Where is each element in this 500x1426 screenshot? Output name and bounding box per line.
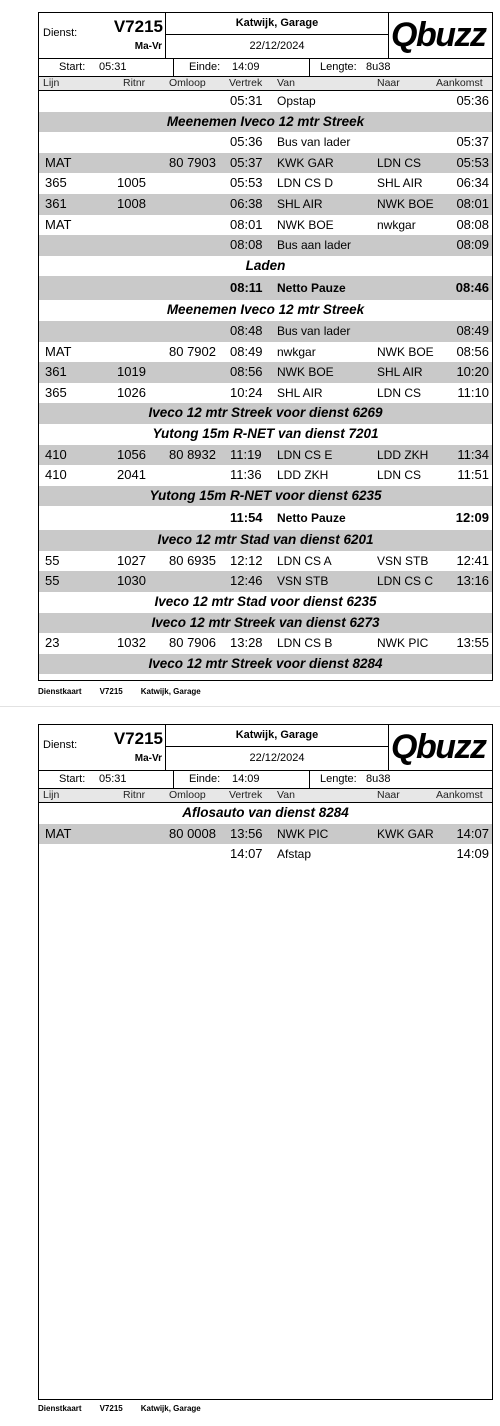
section-header: Aflosauto van dienst 8284 xyxy=(182,805,349,820)
cell-naar: LDN CS C xyxy=(377,574,434,589)
table-row xyxy=(39,383,492,404)
cell-van: NWK BOE xyxy=(277,217,334,232)
dienst-number: V7215 xyxy=(113,729,163,748)
dienstkaart-card xyxy=(38,12,493,681)
cell-vertrek: 13:28 xyxy=(230,635,263,651)
cell-vertrek: 05:31 xyxy=(230,93,263,108)
cell-ritnr: 1056 xyxy=(117,446,146,462)
header xyxy=(39,13,492,59)
einde-label: Einde: xyxy=(189,61,221,73)
cell-ritnr: 1027 xyxy=(117,552,146,568)
cell-naar: LDN CS xyxy=(377,468,422,483)
section-header: Meenemen Iveco 12 mtr Streek xyxy=(166,302,365,318)
cell-naar: VSN STB xyxy=(377,553,429,568)
cell-naar: NWK BOE xyxy=(377,344,434,359)
cell-vertrek: 06:38 xyxy=(230,195,263,211)
garage-name: Katwijk, Garage xyxy=(166,13,388,35)
section-header: Iveco 12 mtr Stad voor dienst 6235 xyxy=(154,594,377,610)
cell-ritnr: 1005 xyxy=(117,175,146,191)
cell-aankomst: 11:34 xyxy=(457,446,489,462)
cell-vertrek: 11:19 xyxy=(230,446,262,462)
cell-vertrek: 11:54 xyxy=(230,510,263,526)
cell-ritnr: 1032 xyxy=(117,635,146,651)
table-row xyxy=(39,235,492,256)
cell-van: SHL AIR xyxy=(277,196,323,211)
page-1 xyxy=(0,0,500,706)
section-header: Iveco 12 mtr Stad van dienst 6201 xyxy=(39,530,492,551)
cell-naar: NWK PIC xyxy=(377,636,429,651)
cell-vertrek: 08:08 xyxy=(230,237,263,253)
col-omloop: Omloop xyxy=(169,77,206,89)
table-row xyxy=(39,91,492,112)
logo-block xyxy=(388,725,493,770)
cell-lijn: 365 xyxy=(45,175,67,191)
cell-van: Afstap xyxy=(277,847,312,862)
garage-name: Katwijk, Garage xyxy=(166,725,388,747)
einde-label: Einde: xyxy=(189,773,221,785)
cell-vertrek: 13:56 xyxy=(230,825,263,841)
cell-aankomst: 12:41 xyxy=(456,552,489,568)
logo-block xyxy=(388,13,493,58)
cell-van: LDN CS B xyxy=(277,636,333,651)
table-row xyxy=(39,633,492,654)
cell-aankomst: 05:53 xyxy=(456,154,489,170)
table-row xyxy=(39,321,492,342)
table-row xyxy=(39,215,492,236)
cell-vertrek: 12:12 xyxy=(230,552,263,568)
section-header: Meenemen Iveco 12 mtr Streek xyxy=(39,112,492,133)
dienst-label: Dienst: xyxy=(43,739,78,751)
col-vertrek: Vertrek xyxy=(229,789,263,801)
cell-aankomst: 08:46 xyxy=(455,280,489,296)
cell-omloop: 80 7903 xyxy=(169,154,216,170)
cell-lijn: 410 xyxy=(45,467,67,483)
dienst-number: V7215 xyxy=(113,17,163,36)
start-time: 05:31 xyxy=(99,61,127,73)
column-headers xyxy=(39,77,492,91)
cell-van: Bus aan lader xyxy=(277,238,352,253)
footer-dienst: V7215 xyxy=(99,687,123,696)
dienst-block xyxy=(39,725,166,770)
col-aankomst: Aankomst xyxy=(436,789,483,801)
cell-aankomst: 13:55 xyxy=(456,635,489,651)
cell-aankomst: 08:49 xyxy=(456,322,489,338)
cell-naar: NWK BOE xyxy=(377,196,434,211)
einde-time: 14:09 xyxy=(232,773,260,785)
pause-row xyxy=(39,506,492,530)
col-aankomst: Aankomst xyxy=(436,77,483,89)
schedule-rows xyxy=(39,91,492,674)
cell-aankomst: 06:34 xyxy=(456,175,489,191)
cell-lijn: 365 xyxy=(45,384,67,400)
cell-van: Bus van lader xyxy=(277,323,351,338)
cell-naar: LDN CS xyxy=(377,155,422,170)
cell-aankomst: 11:51 xyxy=(457,467,489,483)
garage-date-block xyxy=(166,13,388,58)
table-row xyxy=(39,465,492,486)
start-label: Start: xyxy=(59,61,86,73)
col-omloop: Omloop xyxy=(169,789,206,801)
lengte-value: 8u38 xyxy=(366,773,391,785)
times-row xyxy=(39,771,492,789)
dienst-label: Dienst: xyxy=(43,27,78,39)
table-row xyxy=(39,445,492,466)
table-row xyxy=(39,194,492,215)
cell-ritnr: 1030 xyxy=(117,573,146,589)
cell-vertrek: 10:24 xyxy=(230,384,263,400)
table-row xyxy=(39,824,492,845)
cell-lijn: MAT xyxy=(45,825,72,841)
cell-vertrek: 11:36 xyxy=(230,467,262,483)
lengte-label: Lengte: xyxy=(320,61,357,73)
cell-ritnr: 1008 xyxy=(117,195,146,211)
cell-vertrek: 05:53 xyxy=(230,175,263,191)
table-row xyxy=(39,173,492,194)
cell-vertrek: 08:11 xyxy=(230,280,263,296)
cell-aankomst: 13:16 xyxy=(456,573,489,589)
lengte-label: Lengte: xyxy=(320,773,357,785)
cell-aankomst: 08:08 xyxy=(456,216,489,232)
qbuzz-logo: Qbuzz xyxy=(391,728,486,766)
cell-naar: LDD ZKH xyxy=(377,447,429,462)
col-vertrek: Vertrek xyxy=(229,77,263,89)
cell-naar: SHL AIR xyxy=(377,365,423,380)
cell-van: LDD ZKH xyxy=(277,468,329,483)
cell-omloop: 80 8932 xyxy=(169,446,216,462)
dienst-block xyxy=(39,13,166,58)
dagen: Ma-Vr xyxy=(134,753,162,764)
cell-van: NWK PIC xyxy=(277,826,329,841)
section-header: Iveco 12 mtr Streek van dienst 6273 xyxy=(39,613,492,634)
table-row xyxy=(39,153,492,174)
cell-vertrek: 05:37 xyxy=(230,154,263,170)
cell-aankomst: 05:36 xyxy=(456,93,489,108)
cell-vertrek: 08:49 xyxy=(230,343,263,359)
footer-dienst: V7215 xyxy=(99,1404,123,1413)
col-van: Van xyxy=(277,77,295,89)
table-row xyxy=(39,342,492,363)
col-lijn: Lijn xyxy=(43,77,60,89)
cell-van: LDN CS A xyxy=(277,553,332,568)
cell-ritnr: 2041 xyxy=(117,467,146,483)
cell-aankomst: 11:10 xyxy=(457,384,489,400)
garage-date-block xyxy=(166,725,388,770)
cell-van: LDN CS D xyxy=(277,176,334,191)
cell-lijn: 23 xyxy=(45,635,60,651)
header xyxy=(39,725,492,771)
cell-lijn: 361 xyxy=(45,364,67,380)
cell-naar: SHL AIR xyxy=(377,176,423,191)
table-row xyxy=(39,571,492,592)
cell-van: NWK BOE xyxy=(277,365,334,380)
footer-label: Dienstkaart xyxy=(38,687,82,696)
date: 22/12/2024 xyxy=(249,752,305,764)
cell-omloop: 80 7902 xyxy=(169,343,216,359)
times-row xyxy=(39,59,492,77)
cell-van: Opstap xyxy=(277,94,316,108)
pause-row xyxy=(39,276,492,300)
cell-van: VSN STB xyxy=(277,574,329,589)
cell-omloop: 80 0008 xyxy=(169,825,216,841)
cell-van: Netto Pauze xyxy=(277,511,346,526)
dagen: Ma-Vr xyxy=(134,41,162,52)
section-header: Iveco 12 mtr Streek voor dienst 8284 xyxy=(39,654,492,675)
cell-aankomst: 08:56 xyxy=(456,343,489,359)
cell-omloop: 80 7906 xyxy=(169,635,216,651)
section-header: Iveco 12 mtr Streek voor dienst 6269 xyxy=(39,403,492,424)
footer-garage: Katwijk, Garage xyxy=(140,1404,201,1413)
col-naar: Naar xyxy=(377,789,400,801)
cell-lijn: MAT xyxy=(45,154,72,170)
cell-van: KWK GAR xyxy=(277,155,334,170)
footer-label: Dienstkaart xyxy=(38,1404,82,1413)
qbuzz-logo: Qbuzz xyxy=(391,16,486,54)
cell-ritnr: 1019 xyxy=(117,364,146,380)
cell-aankomst: 05:37 xyxy=(456,134,489,150)
cell-naar: LDN CS xyxy=(377,385,422,400)
schedule-rows xyxy=(39,803,492,865)
cell-van: Netto Pauze xyxy=(277,281,346,296)
col-lijn: Lijn xyxy=(43,789,60,801)
cell-lijn: 361 xyxy=(45,195,67,211)
cell-van: nwkgar xyxy=(277,344,316,359)
table-row xyxy=(39,362,492,383)
cell-lijn: 55 xyxy=(45,552,60,568)
start-time: 05:31 xyxy=(99,773,127,785)
cell-naar: nwkgar xyxy=(377,217,416,232)
cell-omloop: 80 6935 xyxy=(169,552,216,568)
cell-aankomst: 08:09 xyxy=(456,237,489,253)
cell-lijn: 410 xyxy=(45,446,67,462)
cell-vertrek: 08:56 xyxy=(230,364,263,380)
cell-van: LDN CS E xyxy=(277,447,333,462)
cell-vertrek: 14:07 xyxy=(230,846,263,862)
column-headers xyxy=(39,789,492,803)
cell-lijn: MAT xyxy=(45,216,72,232)
page-2 xyxy=(0,706,500,1426)
cell-ritnr: 1026 xyxy=(117,384,146,400)
cell-aankomst: 08:01 xyxy=(456,195,489,211)
section-header: Yutong 15m R-NET voor dienst 6235 xyxy=(39,486,492,507)
col-naar: Naar xyxy=(377,77,400,89)
date: 22/12/2024 xyxy=(249,40,305,52)
footer xyxy=(38,1404,219,1413)
footer-garage: Katwijk, Garage xyxy=(140,687,201,696)
cell-vertrek: 08:01 xyxy=(230,216,263,232)
cell-lijn: MAT xyxy=(45,343,72,359)
cell-vertrek: 05:36 xyxy=(230,134,263,150)
einde-time: 14:09 xyxy=(232,61,260,73)
cell-aankomst: 14:09 xyxy=(456,846,489,862)
cell-aankomst: 12:09 xyxy=(455,510,489,526)
cell-aankomst: 10:20 xyxy=(456,364,489,380)
table-row xyxy=(39,551,492,572)
cell-naar: KWK GAR xyxy=(377,826,434,841)
cell-vertrek: 08:48 xyxy=(230,322,263,338)
start-label: Start: xyxy=(59,773,86,785)
cell-van: Bus van lader xyxy=(277,135,351,150)
cell-van: SHL AIR xyxy=(277,385,323,400)
section-header: Laden xyxy=(245,257,286,273)
cell-lijn: 55 xyxy=(45,573,60,589)
table-row xyxy=(39,844,492,865)
col-ritnr: Ritnr xyxy=(123,77,146,89)
col-ritnr: Ritnr xyxy=(123,789,146,801)
dienstkaart-card xyxy=(38,724,493,1400)
col-van: Van xyxy=(277,789,295,801)
lengte-value: 8u38 xyxy=(366,61,391,73)
section-header: Yutong 15m R-NET van dienst 7201 xyxy=(152,425,379,441)
cell-vertrek: 12:46 xyxy=(230,573,263,589)
footer xyxy=(38,687,219,696)
table-row xyxy=(39,132,492,153)
cell-aankomst: 14:07 xyxy=(456,825,489,841)
